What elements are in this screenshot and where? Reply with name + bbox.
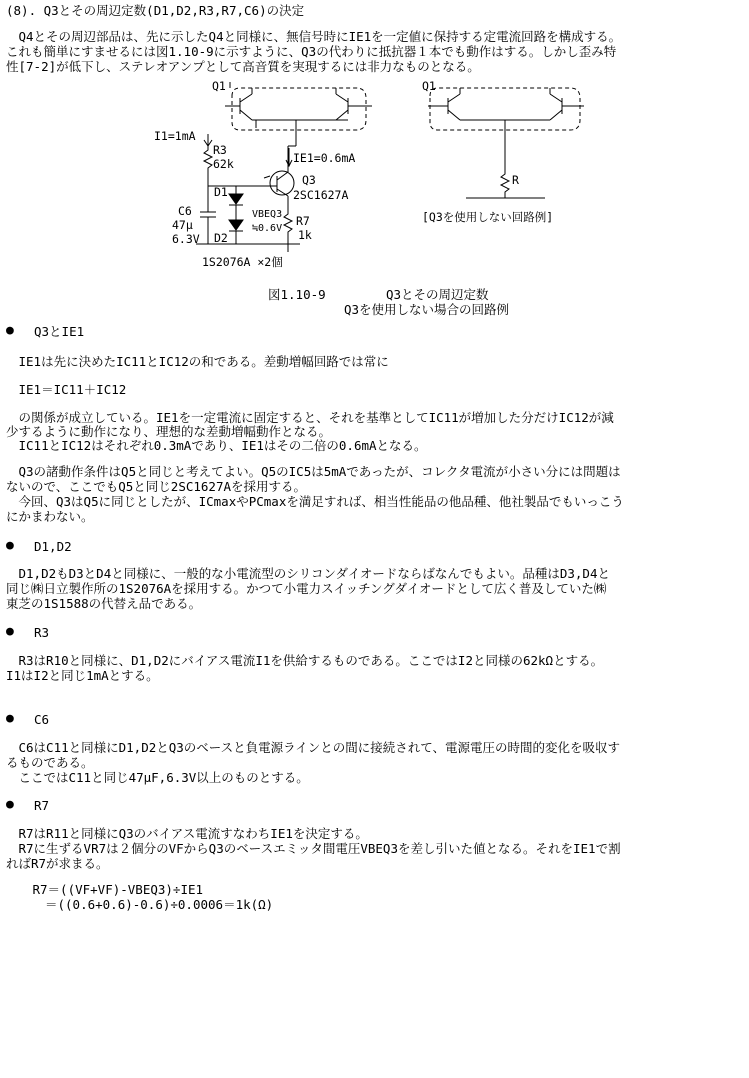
r3-line-2: I1はI2と同じ1mAとする。 — [6, 668, 159, 683]
r7-formula-1: R7＝((VF+VF)-VBEQ3)÷IE1 — [20, 882, 204, 897]
q3-line-12: にかまわない。 — [6, 509, 94, 524]
q3-line-6: 少するように動作になり、理想的な差動増幅動作となる。 — [6, 424, 332, 439]
label-c6-voltage: 6.3V — [172, 232, 200, 246]
intro-line-3: 性[7-2]が低下し、ステレオアンプとして高音質を実現するには非力なものとなる。 — [6, 59, 480, 74]
label-no-q3-circuit: [Q3を使用しない回路例] — [422, 210, 554, 224]
q3-line-11: 今回、Q3はQ5に同じとしたが、ICmaxやPCmaxを満足すれば、相当性能品の他品種、他社製品でもいっこう — [6, 494, 624, 509]
q3-line-1: IE1は先に決めたIC11とIC12の和である。差動増幅回路では常に — [6, 354, 389, 369]
label-c6-cap: 47μ — [172, 218, 193, 232]
label-r3-value: 62k — [213, 157, 234, 171]
r7-line-2: R7に生ずるVR7は２個分のVFからQ3のベースエミッタ間電圧VBEQ3を差し引いた値となる。それをIE1で割 — [6, 841, 621, 856]
bullet-icon: ● — [6, 323, 14, 338]
label-diode-part: 1S2076A ×2個 — [202, 255, 283, 269]
figure-subtitle: Q3を使用しない場合の回路例 — [344, 302, 510, 317]
q3-formula: IE1＝IC11＋IC12 — [6, 382, 127, 397]
q3-line-9: Q3の諸動作条件はQ5と同じと考えてよい。Q5のIC5は5mAであったが、コレクタ電流が小さい分には問題は — [6, 464, 621, 479]
label-vbeq3-value: ≒0.6V — [252, 223, 283, 234]
section-title-q3-ie1: Q3とIE1 — [34, 324, 85, 339]
label-r7-value: 1k — [298, 228, 312, 242]
circuit-figure — [0, 76, 749, 288]
label-i1: I1=1mA — [154, 129, 196, 143]
label-d2: D2 — [214, 231, 228, 245]
q3-line-7: IC11とIC12はそれぞれ0.3mAであり、IE1はその二倍の0.6mAとなる。 — [6, 438, 427, 453]
bullet-icon: ● — [6, 711, 14, 726]
bullet-icon: ● — [6, 624, 14, 639]
r7-formula-2: ＝((0.6+0.6)-0.6)÷0.0006＝1k(Ω) — [20, 897, 274, 912]
r7-line-1: R7はR11と同様にQ3のバイアス電流すなわちIE1を決定する。 — [6, 826, 368, 841]
label-ie1: IE1=0.6mA — [293, 151, 356, 165]
c6-line-2: るものである。 — [6, 755, 94, 770]
page-heading: (8). Q3とその周辺定数(D1,D2,R3,R7,C6)の決定 — [6, 3, 305, 18]
d1-line-2: 同じ㈱日立製作所の1S2076Aを採用する。かつて小電力スイッチングダイオードとして広く普及していた㈱ — [6, 581, 607, 596]
label-r7: R7 — [296, 214, 310, 228]
label-d1: D1 — [214, 185, 228, 199]
r3-line-1: R3はR10と同様に、D1,D2にバイアス電流I1を供給するものである。ここではI2と同様の62kΩとする。 — [6, 653, 604, 668]
intro-line-2: これも簡単にすませるには図1.10-9に示すように、Q3の代わりに抵抗器１本でも動作はする。しかし歪み特 — [6, 44, 617, 59]
section-title-r7: R7 — [34, 798, 50, 813]
section-title-d1-d2: D1,D2 — [34, 539, 72, 554]
q3-line-10: ないので、ここでもQ5と同じ2SC1627Aを採用する。 — [6, 479, 307, 494]
intro-line-1: Q4とその周辺部品は、先に示したQ4と同様に、無信号時にIE1を一定値に保持する定電流回路を構成する。 — [6, 29, 622, 44]
c6-line-1: C6はC11と同様にD1,D2とQ3のベースと負電源ラインとの間に接続されて、電源電圧の時間的変化を吸収す — [6, 740, 621, 755]
bullet-icon: ● — [6, 797, 14, 812]
section-title-c6: C6 — [34, 712, 50, 727]
d1-line-3: 東芝の1S1588の代替え品である。 — [6, 596, 202, 611]
label-q3-part: 2SC1627A — [293, 188, 349, 202]
r7-line-3: ればR7が求まる。 — [6, 856, 109, 871]
figure-title: Q3とその周辺定数 — [386, 287, 489, 302]
label-q1-left: Q1 — [212, 79, 226, 93]
label-r3: R3 — [213, 143, 227, 157]
bullet-icon: ● — [6, 538, 14, 553]
label-q1-right: Q1 — [422, 79, 436, 93]
label-c6: C6 — [178, 204, 192, 218]
label-q3: Q3 — [302, 173, 316, 187]
d1-line-1: D1,D2もD3とD4と同様に、一般的な小電流型のシリコンダイオードならばなんでもよい。品種はD3,D4と — [6, 566, 610, 581]
c6-line-3: ここではC11と同じ47μF,6.3V以上のものとする。 — [6, 770, 309, 785]
label-r: R — [512, 173, 519, 187]
label-vbeq3: VBEQ3 — [252, 209, 283, 220]
section-title-r3: R3 — [34, 625, 50, 640]
q3-line-5: の関係が成立している。IE1を一定電流に固定すると、それを基準としてIC11が増加した分だけIC12が減 — [6, 410, 614, 425]
figure-number: 図1.10-9 — [268, 287, 326, 302]
